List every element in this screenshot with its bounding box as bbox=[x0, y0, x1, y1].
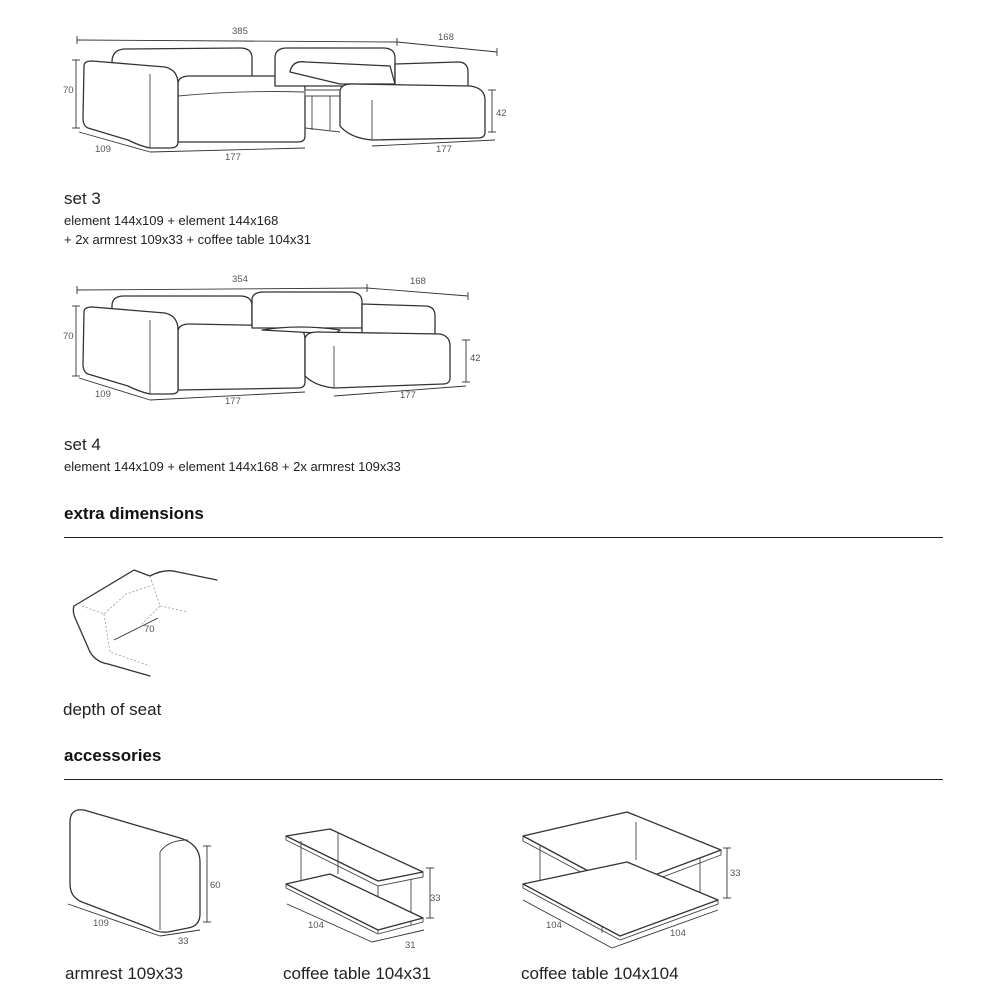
armrest-dim-length: 109 bbox=[93, 918, 109, 929]
extra-dimensions-divider bbox=[64, 537, 943, 538]
set3-dim-arm: 109 bbox=[95, 144, 111, 155]
set4-dim-seat-h: 42 bbox=[470, 353, 481, 364]
set3-line-1: element 144x109 + element 144x168 bbox=[64, 213, 279, 228]
armrest-dim-width: 33 bbox=[178, 936, 189, 947]
accessories-divider bbox=[64, 779, 943, 780]
seat-depth-caption: depth of seat bbox=[63, 700, 162, 719]
set3-title: set 3 bbox=[64, 189, 101, 208]
set4-dim-width: 354 bbox=[232, 274, 248, 285]
coffee-table-small-dim-length: 104 bbox=[308, 920, 324, 931]
coffee-table-small-drawing bbox=[280, 820, 450, 950]
set4-dim-height: 70 bbox=[63, 331, 74, 342]
coffee-table-large-caption: coffee table 104x104 bbox=[521, 964, 679, 983]
set3-dim-seat-h: 42 bbox=[496, 108, 507, 119]
set3-dim-width: 385 bbox=[232, 26, 248, 37]
coffee-table-small-dim-width: 31 bbox=[405, 940, 416, 951]
coffee-table-large-dim-height: 33 bbox=[730, 868, 741, 879]
coffee-table-large-dim-length: 104 bbox=[546, 920, 562, 931]
set4-dim-arm: 109 bbox=[95, 389, 111, 400]
coffee-table-large-dim-width: 104 bbox=[670, 928, 686, 939]
set4-line-1: element 144x109 + element 144x168 + 2x armrest 109x33 bbox=[64, 459, 401, 474]
set3-dim-seat-b: 177 bbox=[436, 144, 452, 155]
extra-dimensions-heading: extra dimensions bbox=[64, 504, 204, 523]
coffee-table-small-caption: coffee table 104x31 bbox=[283, 964, 432, 983]
armrest-caption: armrest 109x33 bbox=[65, 964, 184, 983]
seat-depth-value: 70 bbox=[144, 624, 155, 635]
set3-coffee-table bbox=[305, 90, 340, 132]
set3-dim-seat-a: 177 bbox=[225, 152, 241, 163]
set3-dim-depth: 168 bbox=[438, 32, 454, 43]
set3-dim-height: 70 bbox=[63, 85, 74, 96]
set3-line-2: + 2x armrest 109x33 + coffee table 104x31 bbox=[64, 232, 311, 247]
set4-title: set 4 bbox=[64, 435, 101, 454]
coffee-table-small-dim-height: 33 bbox=[430, 893, 441, 904]
armrest-dim-height: 60 bbox=[210, 880, 221, 891]
armrest-drawing bbox=[60, 800, 230, 950]
accessories-heading: accessories bbox=[64, 746, 162, 765]
set4-dim-seat-b: 177 bbox=[400, 390, 416, 401]
set4-dim-seat-a: 177 bbox=[225, 396, 241, 407]
set3-left-module bbox=[83, 48, 305, 148]
set4-dim-depth: 168 bbox=[410, 276, 426, 287]
set4-sofa-drawing bbox=[0, 265, 520, 415]
